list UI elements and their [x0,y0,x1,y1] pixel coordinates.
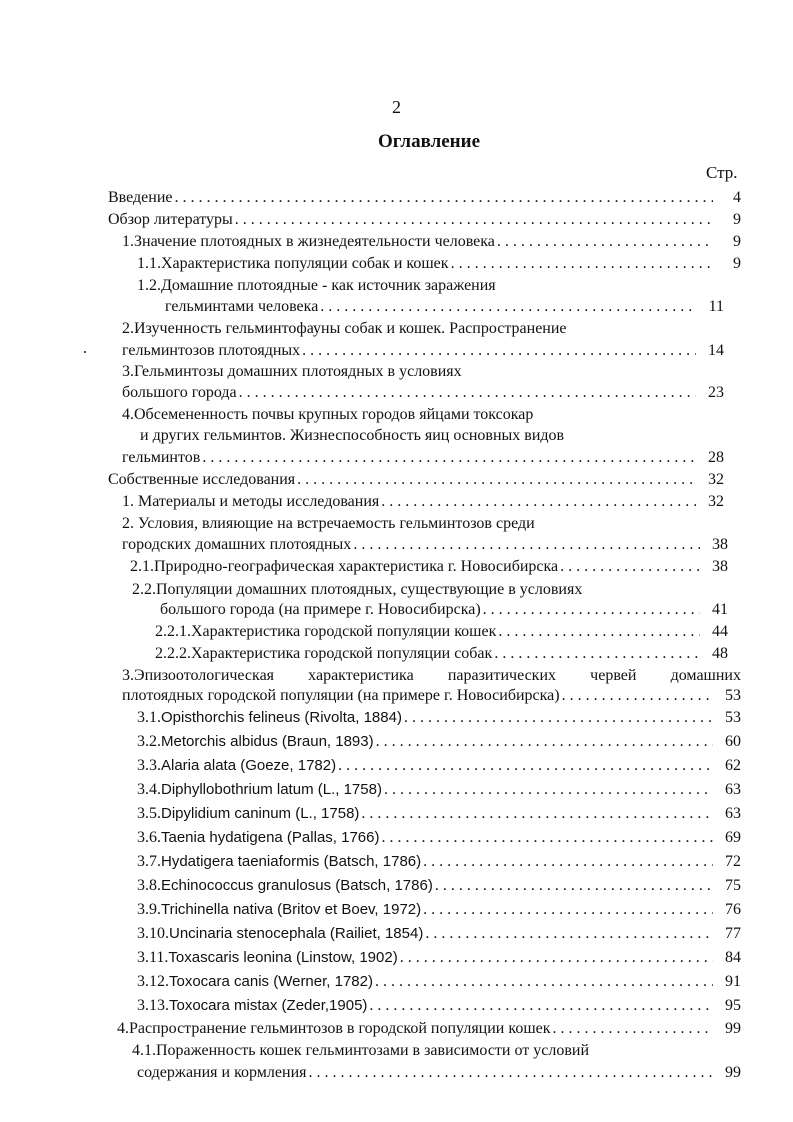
toc-entry-number: 3.12. [137,973,169,990]
leader-dots [320,297,696,317]
leader-dots [202,448,696,468]
stray-mark [84,351,86,353]
toc-entry[interactable] [122,448,724,468]
toc-entry[interactable] [137,852,741,872]
toc-entry[interactable] [117,1019,741,1039]
toc-entry-species: Diphyllobothrium latum (L., 1758) [161,781,382,798]
toc-entry-label [137,780,382,800]
toc-entry-number: 3.5. [137,805,161,822]
toc-entry-species: Hydatigera taeniaformis (Batsch, 1786) [161,853,422,870]
toc-entry-label: городских домашних плотоядных [122,536,352,553]
toc-entry[interactable] [122,535,728,555]
toc-entry-page: 4 [733,189,741,206]
toc-entry-label [137,852,421,872]
toc-entry-label: гельминтами человека [165,298,319,315]
toc-entry-page: 38 [712,536,728,553]
toc-entry-page: 44 [712,623,728,640]
toc-entry[interactable] [137,948,741,968]
toc-entry-label [137,876,433,896]
leader-dots [560,557,700,577]
page-column-label: Стр. [706,163,738,182]
leader-dots [423,900,713,920]
leader-dots [425,924,713,944]
toc-entry[interactable] [137,780,741,800]
page-number: 2 [392,97,401,117]
toc-entry-page: 48 [712,645,728,662]
toc-entry-heading-line: 4.1.Пораженность кошек гельминтозами в зависимости от условий [132,1042,590,1059]
toc-entry-species: Toxocara canis (Werner, 1782) [169,973,373,990]
toc-entry[interactable] [122,686,741,706]
toc-entry-page: 9 [733,255,741,272]
toc-entry-number: 3.13. [137,997,169,1014]
toc-entry[interactable] [137,708,741,728]
toc-entry[interactable] [137,828,741,848]
leader-dots [494,644,700,664]
toc-entry-label [137,996,367,1016]
toc-entry-page: 60 [725,733,741,750]
toc-entry-number: 3.4. [137,781,161,798]
toc-entry[interactable] [122,232,741,252]
toc-entry[interactable] [137,756,741,776]
toc-entry-label [137,732,374,752]
toc-entry-label: 1.1.Характеристика популяции собак и кошек [137,255,449,272]
toc-entry-page: 53 [725,687,741,704]
leader-dots [451,254,713,274]
toc-entry[interactable] [122,383,724,403]
toc-entry-label: 2.1.Природно-географическая характеристика г. Новосибирска [130,558,559,575]
toc-entry[interactable] [137,254,741,274]
leader-dots [309,1063,714,1083]
toc-entry-label: большого города [122,384,237,401]
toc-entry[interactable] [108,188,741,208]
toc-entry-heading-line: и других гельминтов. Жизнеспособность яиц основных видов [140,427,565,444]
leader-dots [553,1019,713,1039]
toc-entry[interactable] [155,622,728,642]
toc-entry-number: 3.1. [137,709,161,726]
leader-dots [338,756,713,776]
leader-dots [384,780,713,800]
toc-entry-page: 99 [725,1064,741,1081]
toc-entry-heading-line: 2.Изученность гельминтофауны собак и кошек. Распространение [122,320,567,337]
leader-dots [400,948,713,968]
toc-entry-label [137,900,421,920]
toc-entry-label: 1.Значение плотоядных в жизнедеятельности человека [122,233,495,250]
toc-entry-label [137,828,379,848]
toc-entry-label: Введение [108,189,173,206]
toc-entry-label: плотоядных городской популяции (на примере г. Новосибирска) [122,687,560,704]
toc-entry[interactable] [137,876,741,896]
toc-entry-species: Echinococcus granulosus (Batsch, 1786) [161,877,433,894]
toc-entry-label: Обзор литературы [108,211,233,228]
toc-entry-heading-line: 1.2.Домашние плотоядные - как источник заражения [137,277,496,294]
toc-entry-label: большого города (на примере г. Новосибирска) [160,601,481,618]
toc-entry-number: 3.9. [137,901,161,918]
toc-entry-number: 3.10. [137,925,169,942]
toc-entry-label [137,708,402,728]
toc-entry[interactable] [122,492,724,512]
leader-dots [435,876,713,896]
toc-entry-number: 3.7. [137,853,161,870]
page-title: Оглавление [377,131,481,152]
toc-entry-label: гельминтозов плотоядных [122,342,301,359]
toc-entry[interactable] [137,924,741,944]
toc-entry-page: 28 [708,449,724,466]
toc-entry-heading-line: 3.Гельминтозы домашних плотоядных в условиях [122,363,462,380]
toc-entry[interactable] [137,732,741,752]
leader-dots [404,708,713,728]
toc-entry-page: 23 [708,384,724,401]
leader-dots [375,972,713,992]
toc-entry-page: 69 [725,829,741,846]
toc-entry-page: 72 [725,853,741,870]
leader-dots [239,383,696,403]
toc-entry-page: 62 [725,757,741,774]
leader-dots [369,996,713,1016]
toc-entry-page: 9 [733,233,741,250]
leader-dots [483,600,700,620]
toc-entry-label: 1. Материалы и методы исследования [122,493,380,510]
toc-entry[interactable] [137,996,741,1016]
toc-entry-page: 32 [708,493,724,510]
toc-entry[interactable] [122,341,724,361]
toc-entry-page: 41 [712,601,728,618]
toc-entry-heading-line: 4.Обсемененность почвы крупных городов яйцами токсокар [122,406,534,423]
toc-entry-page: 95 [725,997,741,1014]
toc-entry-label: Собственные исследования [108,471,296,488]
toc-entry-label [137,756,336,776]
leader-dots [562,686,713,706]
toc-entry-number: 3.3. [137,757,161,774]
toc-entry-label [137,948,398,968]
toc-entry[interactable] [130,557,728,577]
toc-entry-page: 38 [712,558,728,575]
leader-dots [498,622,700,642]
toc-entry-page: 11 [708,298,724,315]
toc-entry-species: Toxascaris leonina (Linstow, 1902) [168,949,398,966]
toc-entry-species: Toxocara mistax (Zeder,1905) [169,997,368,1014]
toc-entry[interactable] [137,1063,741,1083]
leader-dots [235,210,713,230]
toc-entry-heading-line: 2.2.Популяции домашних плотоядных, существующие в условиях [132,581,583,598]
toc-entry[interactable] [108,470,724,490]
toc-entry[interactable] [160,600,728,620]
toc-entry[interactable] [137,900,741,920]
leader-dots [353,535,700,555]
toc-entry-page: 75 [725,877,741,894]
toc-entry-number: 3.2. [137,733,161,750]
toc-entry-number: 3.6. [137,829,161,846]
toc-entry-page: 76 [725,901,741,918]
toc-entry-species: Taenia hydatigena (Pallas, 1766) [161,829,380,846]
leader-dots [297,470,696,490]
toc-entry[interactable] [137,804,741,824]
toc-entry-species: Alaria alata (Goeze, 1782) [161,757,337,774]
toc-entry-heading-line: 3.Эпизоотологическая характеристика паразитических червей домашних [122,667,741,684]
leader-dots [175,188,714,208]
leader-dots [376,732,713,752]
toc-entry-label: содержания и кормления [137,1064,307,1081]
toc-entry-page: 14 [708,342,724,359]
toc-entry-label [137,972,373,992]
toc-entry-label [137,804,359,824]
leader-dots [361,804,713,824]
leader-dots [381,828,713,848]
leader-dots [423,852,713,872]
toc-entry-species: Metorchis albidus (Braun, 1893) [161,733,374,750]
toc-entry-species: Dipylidium caninum (L., 1758) [161,805,360,822]
toc-entry-page: 9 [733,211,741,228]
toc-entry-heading-line: 2. Условия, влияющие на встречаемость гельминтозов среди [122,515,535,532]
leader-dots [302,341,696,361]
toc-entry-page: 99 [725,1020,741,1037]
toc-entry[interactable] [165,297,724,317]
leader-dots [381,492,696,512]
toc-entry[interactable] [155,644,728,664]
toc-entry-page: 77 [725,925,741,942]
toc-entry-page: 53 [725,709,741,726]
toc-entry-page: 63 [725,805,741,822]
toc-entry[interactable] [108,210,741,230]
leader-dots [497,232,713,252]
toc-entry-page: 91 [725,973,741,990]
toc-entry-label [137,924,423,944]
toc-entry-page: 32 [708,471,724,488]
toc-entry-number: 3.11. [137,949,169,966]
toc-entry-label: 2.2.2.Характеристика городской популяции собак [155,645,493,662]
toc-entry-species: Uncinaria stenocephala (Railiet, 1854) [169,925,424,942]
toc-entry-species: Opisthorchis felineus (Rivolta, 1884) [161,709,402,726]
toc-entry-page: 63 [725,781,741,798]
toc-entry[interactable] [137,972,741,992]
toc-entry-label: гельминтов [122,449,201,466]
toc-entry-number: 3.8. [137,877,161,894]
toc-entry-label: 2.2.1.Характеристика городской популяции кошек [155,623,497,640]
toc-entry-species: Trichinella nativa (Britov et Boev, 1972) [161,901,422,918]
toc-entry-label: 4.Распространение гельминтозов в городской популяции кошек [117,1020,551,1037]
toc-entry-page: 84 [725,949,741,966]
